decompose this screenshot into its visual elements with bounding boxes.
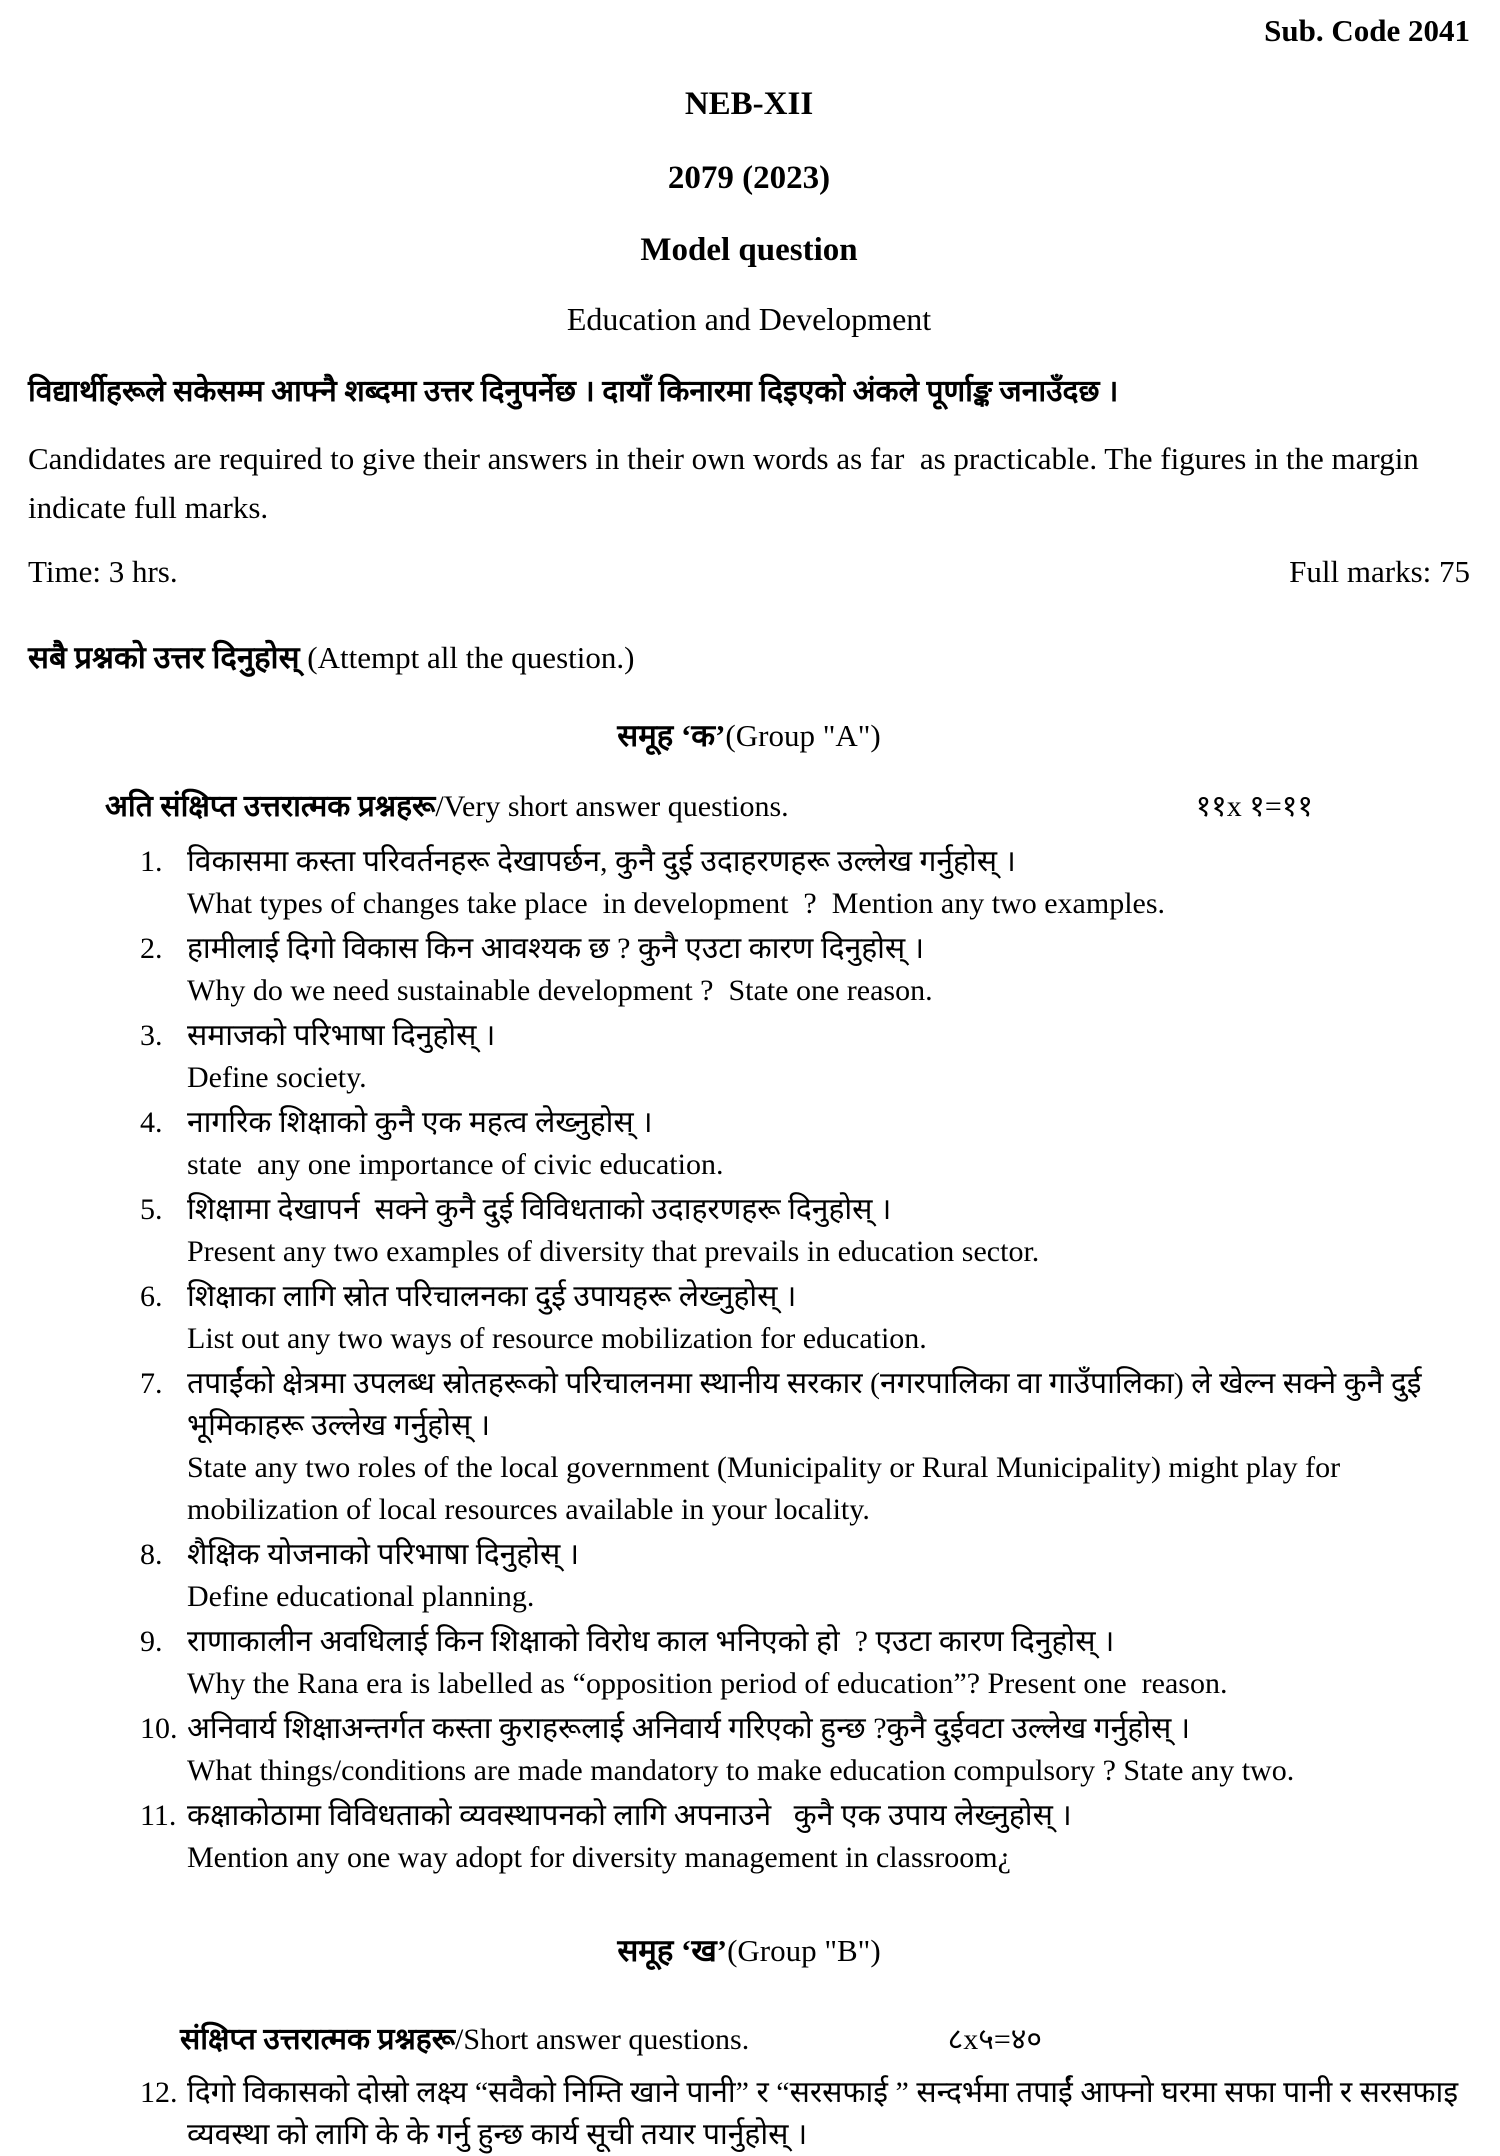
question-number: 12. xyxy=(140,2076,178,2109)
group-a-heading xyxy=(28,714,1470,756)
question-text-nepali: शिक्षाका लागि स्रोत परिचालनका दुई उपायहरू लेख्नुहोस् । xyxy=(187,1280,797,1313)
question-number: 5. xyxy=(140,1193,163,1226)
question-text-english: What things/conditions are made mandatory to make education compulsory ? State any two. xyxy=(187,1754,1295,1787)
question-text-english: Why do we need sustainable development ? State one reason. xyxy=(187,974,933,1007)
attempt-all-nepali: सबै प्रश्नको उत्तर दिनुहोस् xyxy=(28,640,300,675)
question-10 xyxy=(140,1708,1470,1792)
group-b-questions xyxy=(140,2072,1470,2156)
subject-code: Sub. Code 2041 xyxy=(1264,13,1470,48)
question-7 xyxy=(140,1363,1470,1531)
question-1 xyxy=(140,841,1470,925)
question-text-english: Mention any one way adopt for diversity management in classroom¿ xyxy=(187,1841,1011,1874)
question-9 xyxy=(140,1621,1470,1705)
group-a-section-english: /Very short answer questions. xyxy=(435,790,789,823)
question-text-nepali: शैक्षिक योजनाको परिभाषा दिनुहोस् । xyxy=(187,1538,580,1571)
question-number: 2. xyxy=(140,932,163,965)
question-number: 11. xyxy=(140,1799,177,1832)
time-allowed: Time: 3 hrs. xyxy=(28,554,178,589)
board-title: NEB-XII xyxy=(684,86,814,122)
question-text-nepali: कक्षाकोठामा विविधताको व्यवस्थापनको लागि अपनाउने कुनै एक उपाय लेख्नुहोस् । xyxy=(187,1799,1072,1832)
question-text-nepali: तपाईंको क्षेत्रमा उपलब्ध स्रोतहरूको परिचालनमा स्थानीय सरकार (नगरपालिका वा गाउँपालिका) ले खेल्न सक्ने कुनै दुई भूमिकाहरू उल्लेख गर्नुहोस् । xyxy=(187,1367,1430,1442)
question-text-english: state any one importance of civic education. xyxy=(187,1148,724,1181)
exam-year: 2079 (2023) xyxy=(667,160,831,196)
question-text-nepali: शिक्षामा देखापर्न सक्ने कुनै दुई विविधताको उदाहरणहरू दिनुहोस् । xyxy=(187,1193,892,1226)
group-a-questions xyxy=(140,841,1470,1879)
group-a-heading-nepali: समूह ‘क’ xyxy=(617,718,726,753)
question-text-english: State any two roles of the local government (Municipality or Rural Municipality) might play for mobilization of local resources available in your locality. xyxy=(187,1451,1348,1526)
question-text-nepali: विकासमा कस्ता परिवर्तनहरू देखापर्छन, कुनै दुई उदाहरणहरू उल्लेख गर्नुहोस् । xyxy=(187,845,1016,878)
question-text-nepali: राणाकालीन अवधिलाई किन शिक्षाको विरोध काल भनिएको हो ? एउटा कारण दिनुहोस् । xyxy=(187,1625,1115,1658)
question-6 xyxy=(140,1276,1470,1360)
question-text-nepali: हामीलाई दिगो विकास किन आवश्यक छ ? कुनै एउटा कारण दिनुहोस् । xyxy=(187,932,925,965)
question-11 xyxy=(140,1795,1470,1879)
question-number: 3. xyxy=(140,1019,163,1052)
attempt-all-note xyxy=(28,636,1470,678)
group-b-heading-nepali: समूह ‘ख’ xyxy=(617,1933,728,1968)
question-text-nepali: समाजको परिभाषा दिनुहोस् । xyxy=(187,1019,496,1052)
document-type: Model question xyxy=(640,232,858,268)
question-3 xyxy=(140,1015,1470,1099)
question-12 xyxy=(140,2072,1470,2156)
group-b-marks: ८x५=४० xyxy=(947,2023,1042,2056)
group-b-heading xyxy=(28,1929,1470,1971)
time-marks-row xyxy=(28,554,1470,590)
question-text-nepali: दिगो विकासको दोस्रो लक्ष्य “सवैको निम्ति खाने पानी” र “सरसफाई ” सन्दर्भमा तपाईं आफ्नो घरमा सफा पानी र सरसफाइ व्यवस्था को लागि के के गर्नु हुन्छ कार्य सूची तयार पार्नुहोस् । xyxy=(187,2076,1466,2151)
group-b-section-header xyxy=(180,2017,1470,2058)
question-text-nepali: अनिवार्य शिक्षाअन्तर्गत कस्ता कुराहरूलाई अनिवार्य गरिएको हुन्छ ?कुनै दुईवटा उल्लेख गर्नुहोस् । xyxy=(187,1712,1191,1745)
question-text-english: What types of changes take place in development ? Mention any two examples. xyxy=(187,887,1166,920)
question-4 xyxy=(140,1102,1470,1186)
group-a-section-header xyxy=(105,784,1470,825)
group-b-heading-english: (Group "B") xyxy=(727,1933,881,1968)
question-text-english: Define society. xyxy=(187,1061,367,1094)
subject-title: Education and Development xyxy=(566,301,932,337)
instruction-nepali: विद्यार्थीहरूले सकेसम्म आफ्नै शब्दमा उत्तर दिनुपर्नेछ । दायाँ किनारमा दिइएको अंकले पूर्णाङ्क जनाउँदछ । xyxy=(28,375,1119,408)
question-number: 8. xyxy=(140,1538,163,1571)
question-number: 10. xyxy=(140,1712,178,1745)
group-b-section-english: /Short answer questions. xyxy=(455,2023,750,2056)
question-text-english: Why the Rana era is labelled as “opposition period of education”? Present one reason. xyxy=(187,1667,1228,1700)
question-text-english: Define educational planning. xyxy=(187,1580,535,1613)
question-text-english: Present any two examples of diversity that prevails in education sector. xyxy=(187,1235,1040,1268)
question-2 xyxy=(140,928,1470,1012)
group-a-section-nepali: अति संक्षिप्त उत्तरात्मक प्रश्नहरू xyxy=(105,790,436,823)
group-b-section-nepali: संक्षिप्त उत्तरात्मक प्रश्नहरू xyxy=(180,2023,456,2056)
question-5 xyxy=(140,1189,1470,1273)
group-a-marks: ११x १=११ xyxy=(1195,790,1313,823)
attempt-all-english: (Attempt all the question.) xyxy=(299,640,635,675)
question-number: 4. xyxy=(140,1106,163,1139)
full-marks: Full marks: 75 xyxy=(1289,554,1470,589)
question-8 xyxy=(140,1534,1470,1618)
group-a-heading-english: (Group "A") xyxy=(725,718,881,753)
question-number: 1. xyxy=(140,845,163,878)
question-number: 9. xyxy=(140,1625,163,1658)
question-text-english: List out any two ways of resource mobilization for education. xyxy=(187,1322,927,1355)
question-number: 6. xyxy=(140,1280,163,1313)
question-number: 7. xyxy=(140,1367,163,1400)
question-text-nepali: नागरिक शिक्षाको कुनै एक महत्व लेख्नुहोस् । xyxy=(187,1106,653,1139)
instruction-english: Candidates are required to give their answers in their own words as far as practicable. The figures in the margin indicate full marks. xyxy=(28,441,1427,525)
